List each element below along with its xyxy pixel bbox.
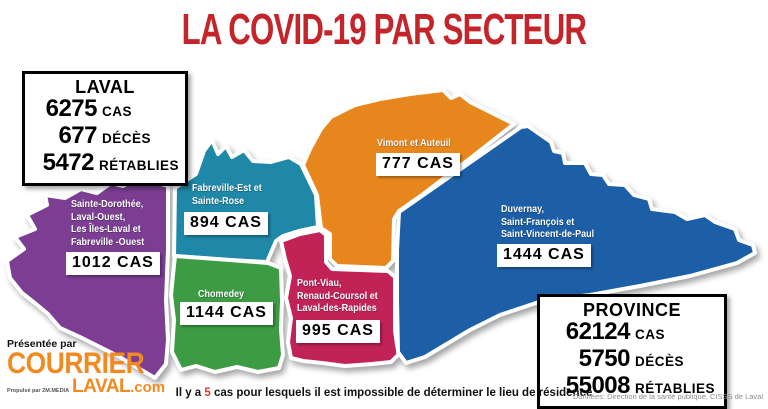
laval-deaths-value: 677 bbox=[58, 122, 97, 149]
laval-stats-box bbox=[22, 71, 188, 186]
presented-by-label: Présentée par bbox=[7, 338, 77, 350]
province-recovered-value: 55008 bbox=[565, 372, 630, 399]
region-name-vimont-auteuil: Vimont et Auteuil bbox=[377, 137, 451, 149]
laval-deaths-label: DÉCÈS bbox=[102, 131, 152, 146]
laval-cases-label: CAS bbox=[102, 104, 133, 119]
region-name-duvernay: Duvernay, Saint-François et Saint-Vincent-de-Paul bbox=[501, 203, 595, 240]
region-name-pont-viau: Pont-Viau, Renaud-Coursol et Laval-des-Rapides bbox=[297, 277, 378, 314]
stat-row bbox=[546, 320, 718, 347]
region-cases-fabreville-est: 894 CAS bbox=[184, 212, 268, 235]
stat-row bbox=[31, 151, 179, 178]
laval-cases-value: 6275 bbox=[45, 95, 97, 122]
footnote: Il y a 5 cas pour lesquels il est impossible de déterminer le lieu de résidence bbox=[175, 387, 593, 399]
region-cases-duvernay: 1444 CAS bbox=[497, 244, 591, 267]
region-name-sainte-dorothee: Sainte-Dorothée, Laval-Ouest, Les Îles-Laval et Fabreville -Ouest bbox=[71, 198, 145, 248]
region-name-chomedey: Chomedey bbox=[198, 288, 245, 300]
province-stats-title: PROVINCE bbox=[582, 300, 682, 320]
courrier-laval-logo bbox=[7, 338, 165, 398]
province-recovered-label: RÉTABLIES bbox=[635, 381, 716, 396]
page-title: LA COVID-19 PAR SECTEUR bbox=[181, 6, 587, 55]
laval-recovered-label: RÉTABLIES bbox=[98, 158, 179, 173]
logo-dotcom: .com bbox=[130, 379, 166, 396]
laval-stats-title: LAVAL bbox=[75, 77, 135, 97]
region-cases-pont-viau: 995 CAS bbox=[296, 320, 380, 343]
stat-row bbox=[31, 97, 179, 124]
produced-by-label: Propulsé par 2M.MEDIA bbox=[7, 388, 70, 394]
region-name-fabreville-est: Fabreville-Est et Sainte-Rose bbox=[192, 182, 262, 207]
laval-recovered-value: 5472 bbox=[42, 149, 94, 176]
unassigned-cases-count: 5 bbox=[204, 387, 211, 399]
region-cases-sainte-dorothee: 1012 CAS bbox=[66, 252, 160, 275]
region-cases-vimont-auteuil: 777 CAS bbox=[376, 153, 460, 176]
stat-row bbox=[31, 124, 179, 151]
province-cases-value: 62124 bbox=[565, 318, 630, 345]
province-cases-label: CAS bbox=[635, 327, 666, 342]
logo-courrier-wordmark: COURRIER bbox=[7, 347, 145, 380]
region-cases-chomedey: 1144 CAS bbox=[180, 302, 273, 325]
province-deaths-value: 5750 bbox=[578, 345, 630, 372]
stat-row bbox=[546, 347, 718, 374]
logo-laval-wordmark: LAVAL bbox=[72, 376, 131, 397]
province-deaths-label: DÉCÈS bbox=[635, 354, 685, 369]
data-source: Données: Direction de la santé publique, CISSS de Laval bbox=[572, 392, 763, 401]
